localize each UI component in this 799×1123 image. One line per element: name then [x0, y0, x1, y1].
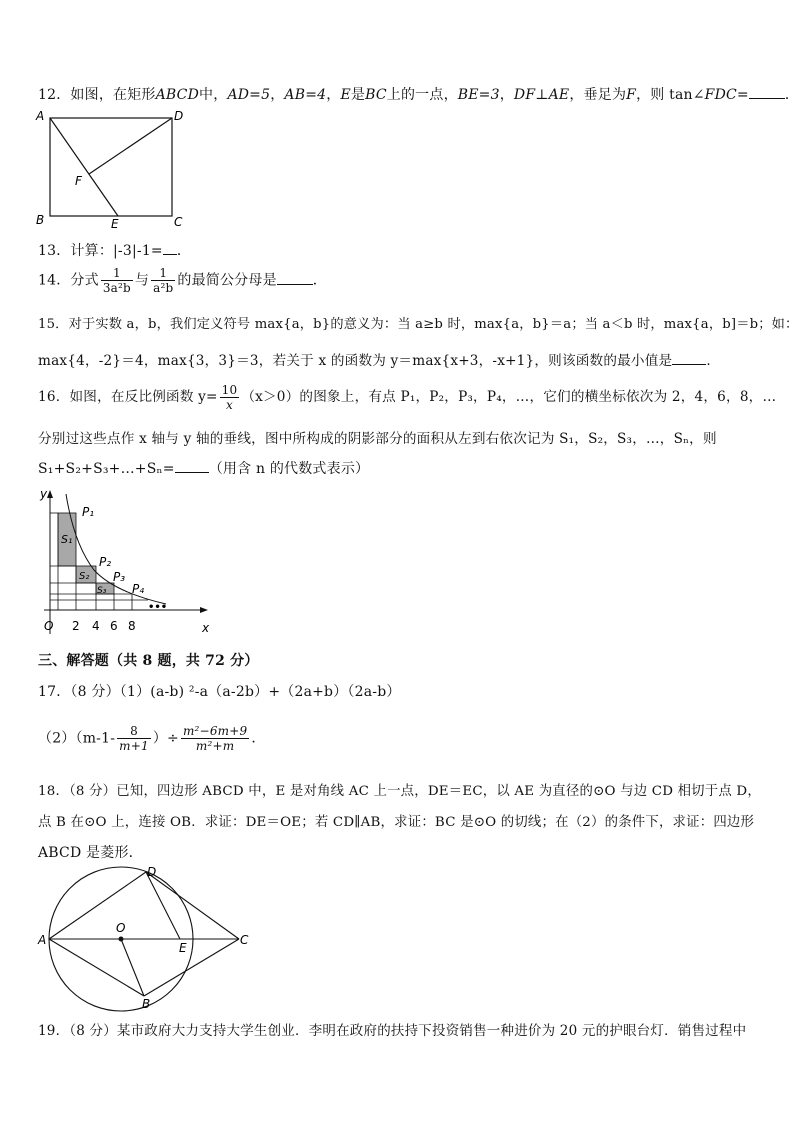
fraction: $\frac{\text{m²−6m+9}}{\text{m²+m}}$	[182, 724, 248, 753]
answer-blank	[175, 460, 209, 473]
segment-df	[89, 118, 172, 174]
x-tick-label: 8	[128, 619, 136, 633]
answer-blank	[163, 242, 177, 255]
q18-line2: 点 B 在⊙O 上，连接 OB．求证：DE＝OE；若 CD∥AB，求证：BC 是⊙O 的切线；在（2）的条件下，求证：四边形	[38, 815, 755, 830]
origin-label: O	[44, 619, 54, 633]
area-label-s3: S₃	[97, 586, 107, 596]
segment-ae	[50, 118, 118, 216]
label-f: F	[75, 174, 82, 188]
label-d: D	[174, 109, 184, 123]
q18-line3: ABCD 是菱形．	[38, 845, 143, 861]
curve-y-10-over-x	[66, 494, 166, 604]
q15-line1: 15．对于实数 a，b，我们定义符号 max{a，b}的意义为：当 a≥b 时，max{a，b}＝a；当 a＜b 时，max{a，b]＝b；如：	[38, 317, 799, 332]
label-e: E	[111, 217, 119, 231]
q16-line1: 16．如图，在反比例函数 y= $\frac{10}{x}$ （x＞0）的图象上，有点 P₁，P₂，P₃，P₄，…，它们的横坐标依次为 2，4，6，8，…	[38, 383, 777, 412]
fraction: $\frac{10}{x}$	[221, 383, 238, 412]
ellipsis-dots: •••	[148, 602, 168, 613]
label-a: A	[36, 109, 45, 123]
x-axis-arrow	[200, 607, 208, 613]
q15-line2: max{4，-2}＝4，max{3，3}＝3，若关于 x 的函数为 y＝max{x+3，-x+1}，则该函数的最小值是 ．	[38, 353, 721, 369]
label-b: B	[36, 213, 45, 227]
segment-ad	[49, 872, 146, 939]
label-a: A	[38, 933, 47, 947]
x-tick-label: 2	[72, 619, 80, 633]
q18-line1: 18．（8 分）已知，四边形 ABCD 中，E 是对角线 AC 上一点，DE＝EC，以 AE 为直径的⊙O 与边 CD 相切于点 D，	[38, 784, 761, 799]
inverse-function-graph	[36, 484, 216, 638]
q19-line1: 19．（8 分）某市政府大力支持大学生创业．李明在政府的扶持下投资销售一种进价为 20 元的护眼台灯．销售过程中	[38, 1023, 747, 1039]
q16-line2: 分别过这些点作 x 轴与 y 轴的垂线，图中所构成的阴影部分的面积从左到右依次记为 S₁，S₂，S₃，…，Sₙ，则	[38, 431, 717, 447]
fraction: $\frac{1}{\text{a²b}}$	[153, 266, 174, 295]
point-label-p2: P₂	[99, 555, 112, 569]
x-tick-label: 6	[110, 619, 118, 633]
answer-blank	[672, 352, 706, 365]
y-axis-arrow	[47, 490, 53, 498]
rectangle-abcd	[50, 118, 172, 216]
label-o: O	[116, 921, 126, 935]
center-point-o	[119, 937, 124, 942]
x-tick-label: 4	[92, 619, 100, 633]
label-b: B	[142, 997, 151, 1011]
q13-text: 13．计算：|-3|-1= ．	[38, 243, 192, 259]
label-e: E	[179, 941, 187, 955]
label-c: C	[240, 933, 249, 947]
area-label-s2: S₂	[79, 571, 90, 582]
segment-bc	[144, 939, 239, 996]
answer-blank	[277, 272, 313, 285]
point-label-p1: P₁	[82, 505, 95, 519]
circle-rhombus-figure	[34, 864, 254, 1012]
area-label-s1: S₁	[61, 533, 73, 546]
x-axis-label: x	[202, 621, 210, 635]
label-c: C	[174, 215, 183, 229]
q14-text: 14．分式 $\frac{1}{\text{3a²b}}$ 与 $\frac{1}{\text{a²b}}$ 的最简公分母是 ．	[38, 266, 327, 295]
segment-ob	[121, 939, 144, 996]
y-axis-label: y	[40, 487, 48, 501]
point-label-p4: P₄	[132, 582, 145, 596]
q16-line3: S₁+S₂+S₃+…+Sₙ= （用含 n 的代数式表示）	[38, 461, 370, 477]
q17-line1: 17．（8 分）（1）(a-b) ²-a（a-2b）+（2a+b）（2a-b）	[38, 684, 401, 700]
label-d: D	[147, 865, 157, 879]
point-label-p3: P₃	[113, 570, 126, 584]
fraction: $\frac{8}{m+1}$	[119, 724, 149, 753]
segment-de	[146, 872, 180, 939]
segment-ab	[49, 939, 144, 996]
rectangle-figure	[34, 106, 194, 230]
section-heading: 三、解答题（共 8 题，共 72 分）	[38, 653, 259, 669]
q12-text: 12．如图，在矩形ABCD中，AD=5，AB=4，E是BC上的一点，BE=3，DF⊥AE，垂足为F，则 tan∠FDC= ．	[38, 87, 799, 103]
answer-blank	[749, 86, 785, 99]
q17-line2: （2）（m-1- $\frac{8}{m+1}$ ）÷ $\frac{\text{m²−6m+9}}{\text{m²+m}}$ ．	[38, 724, 266, 753]
fraction: $\frac{1}{\text{3a²b}}$	[102, 266, 131, 295]
